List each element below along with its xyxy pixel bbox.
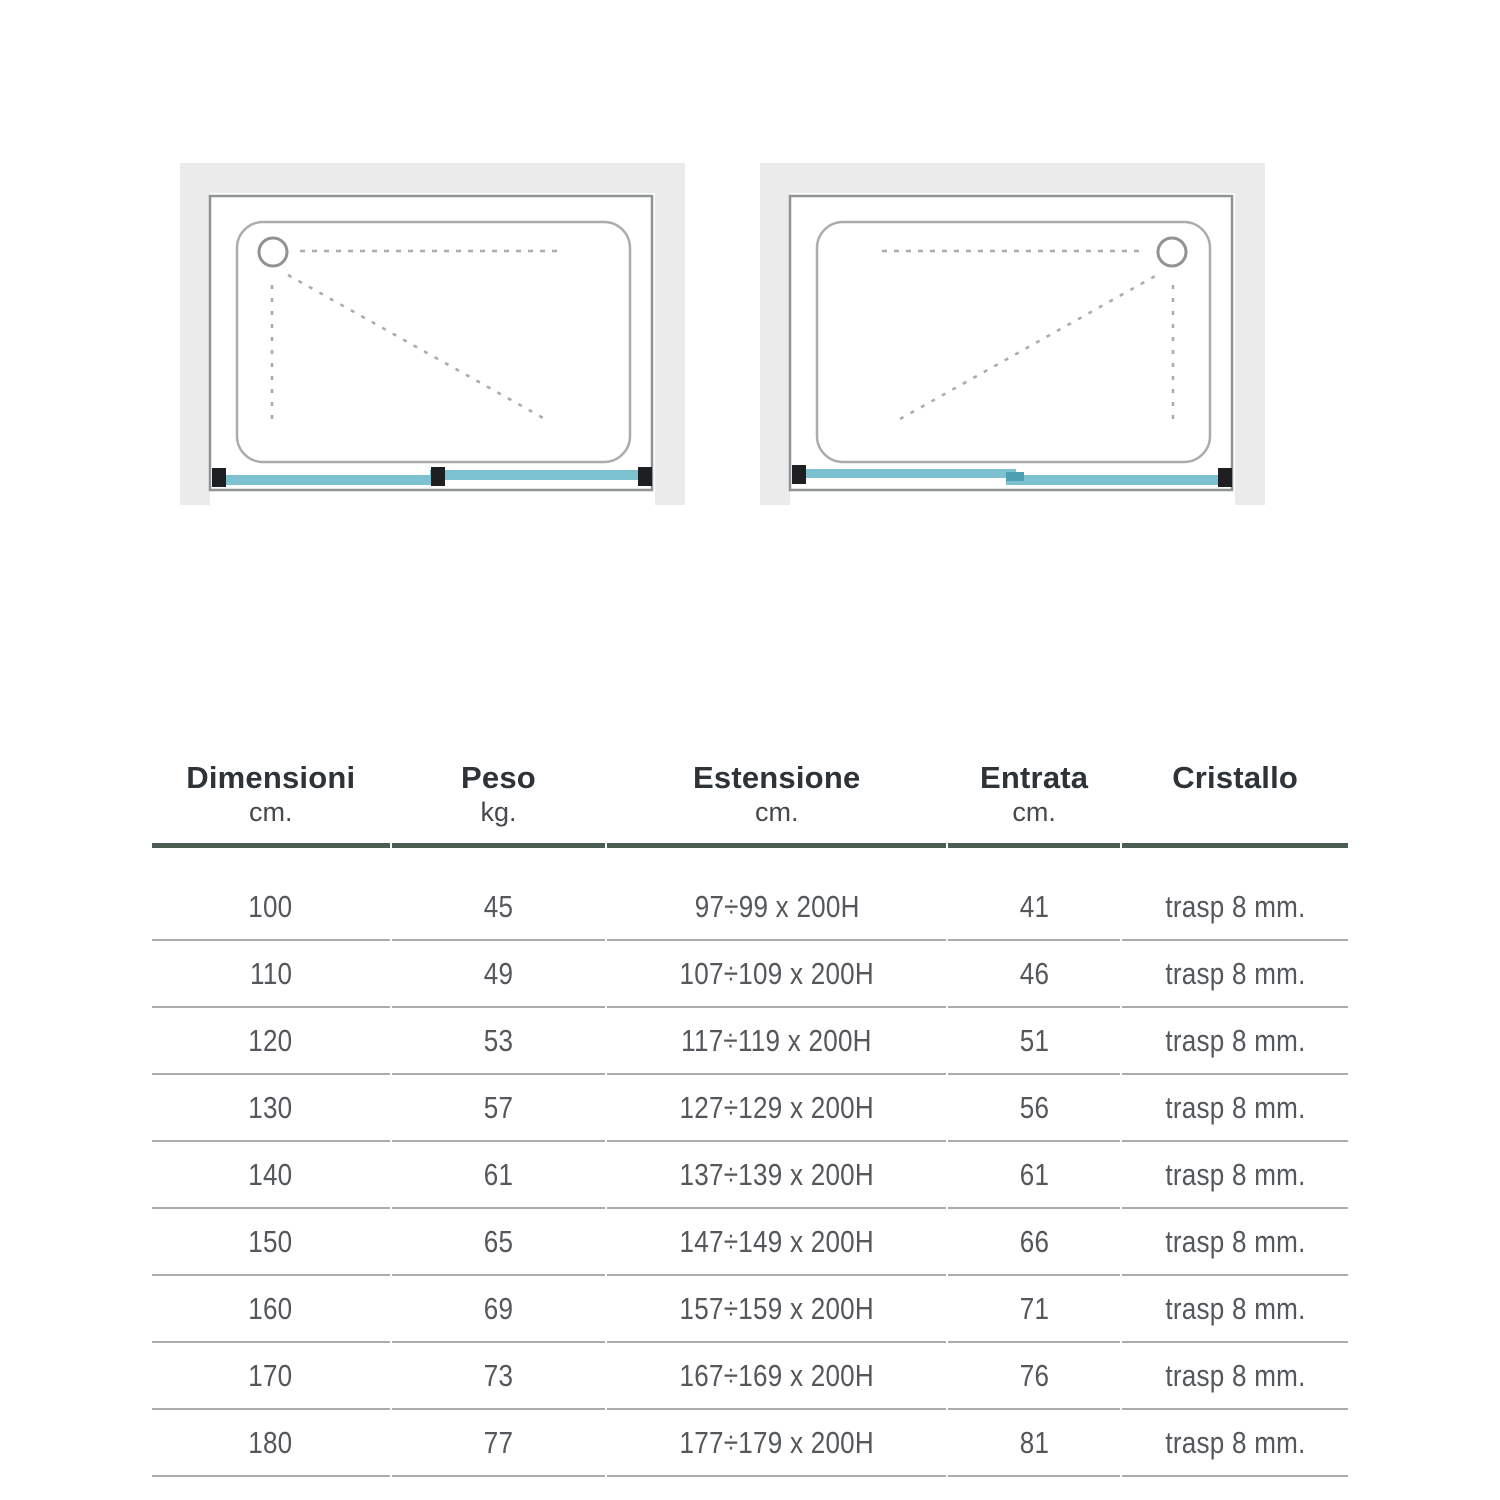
door-panel-overlap	[1006, 472, 1024, 481]
table-row	[152, 1008, 1348, 1075]
cell-entrata	[948, 941, 1120, 1008]
door-panel-sliding	[430, 470, 652, 480]
cell-value: trasp 8 mm.	[1164, 1290, 1306, 1326]
cell-value: 130	[248, 1089, 293, 1125]
door-panel-sliding	[794, 469, 1016, 478]
cell-value: 120	[248, 1022, 293, 1058]
cell-dimensioni	[152, 1142, 390, 1209]
door-bracket-left	[792, 465, 806, 484]
cell-peso	[392, 1075, 606, 1142]
cell-value: 61	[1019, 1156, 1049, 1192]
cell-value: 76	[1019, 1357, 1049, 1393]
spec-table-section	[150, 752, 1350, 1477]
cell-value: 81	[1019, 1424, 1049, 1460]
cell-value: 137÷139 x 200H	[679, 1156, 874, 1192]
wall-band-left	[760, 163, 790, 505]
cell-value: 97÷99 x 200H	[694, 888, 860, 924]
wall-band-right	[655, 163, 685, 505]
cell-peso	[392, 848, 606, 941]
cell-dimensioni	[152, 1075, 390, 1142]
cell-value: 140	[248, 1156, 293, 1192]
column-unit: cm.	[754, 797, 799, 827]
wall-band-top	[180, 163, 685, 193]
table-row	[152, 941, 1348, 1008]
table-row	[152, 1276, 1348, 1343]
cell-cristallo	[1122, 1276, 1348, 1343]
cell-estensione	[607, 1075, 946, 1142]
column-label: Entrata	[980, 760, 1089, 795]
cell-peso	[392, 1008, 606, 1075]
cell-entrata	[948, 848, 1120, 941]
cell-entrata	[948, 1276, 1120, 1343]
cell-value: 57	[483, 1089, 514, 1125]
cell-cristallo	[1122, 1209, 1348, 1276]
cell-cristallo	[1122, 1142, 1348, 1209]
cell-entrata	[948, 1209, 1120, 1276]
cell-value: trasp 8 mm.	[1164, 1223, 1306, 1259]
column-label: Estensione	[693, 760, 861, 795]
cell-value: trasp 8 mm.	[1164, 1156, 1306, 1192]
wall-band-right	[1235, 163, 1265, 505]
cell-dimensioni	[152, 1209, 390, 1276]
cell-cristallo	[1122, 1008, 1348, 1075]
cell-value: trasp 8 mm.	[1164, 1089, 1306, 1125]
cell-dimensioni	[152, 1343, 390, 1410]
spec-table-header	[152, 752, 1348, 848]
column-label: Cristallo	[1172, 760, 1299, 795]
cell-value: 51	[1019, 1022, 1049, 1058]
cell-estensione	[607, 1343, 946, 1410]
table-row	[152, 1075, 1348, 1142]
diagram-left-opening	[180, 163, 685, 505]
cell-value: trasp 8 mm.	[1164, 1357, 1306, 1393]
cell-cristallo	[1122, 848, 1348, 941]
column-header-peso	[392, 752, 606, 848]
cell-value: 110	[249, 955, 292, 991]
cell-value: trasp 8 mm.	[1164, 1424, 1306, 1460]
cell-dimensioni	[152, 1410, 390, 1477]
cell-entrata	[948, 1410, 1120, 1477]
cell-value: 117÷119 x 200H	[681, 1022, 873, 1058]
cell-value: trasp 8 mm.	[1164, 1022, 1306, 1058]
cell-value: 41	[1019, 888, 1049, 924]
cell-peso	[392, 1276, 606, 1343]
cell-value: 49	[483, 955, 514, 991]
cell-value: 71	[1019, 1290, 1049, 1326]
column-header-dimensioni	[152, 752, 390, 848]
column-unit	[1122, 796, 1348, 829]
cell-value: trasp 8 mm.	[1164, 955, 1306, 991]
drain-icon	[1158, 238, 1186, 266]
cell-dimensioni	[152, 1276, 390, 1343]
cell-value: 147÷149 x 200H	[679, 1223, 874, 1259]
cell-value: 45	[483, 888, 514, 924]
cell-value: 157÷159 x 200H	[679, 1290, 874, 1326]
cell-value: 73	[483, 1357, 514, 1393]
door-bracket-left	[212, 468, 226, 487]
door-handle	[431, 467, 445, 486]
door-bracket-right	[638, 467, 652, 486]
door-panel-fixed	[1006, 475, 1232, 485]
table-row	[152, 848, 1348, 941]
cell-value: 170	[248, 1357, 293, 1393]
drain-icon	[259, 238, 287, 266]
plan-drawing-left	[180, 163, 685, 505]
cell-value: 53	[483, 1022, 514, 1058]
plan-drawing-right	[760, 163, 1265, 505]
cell-dimensioni	[152, 848, 390, 941]
cell-value: 100	[248, 888, 293, 924]
cell-cristallo	[1122, 941, 1348, 1008]
cell-value: 46	[1019, 955, 1049, 991]
cell-peso	[392, 1410, 606, 1477]
column-header-cristallo	[1122, 752, 1348, 848]
spec-table	[150, 752, 1350, 1477]
cell-entrata	[948, 1343, 1120, 1410]
wall-band-top	[760, 163, 1265, 193]
table-row	[152, 1343, 1348, 1410]
shower-tray	[817, 222, 1210, 462]
cell-value: 69	[483, 1290, 514, 1326]
cell-entrata	[948, 1075, 1120, 1142]
cell-peso	[392, 1209, 606, 1276]
column-unit: cm.	[249, 797, 293, 827]
door-panel-fixed	[214, 475, 436, 485]
table-row	[152, 1209, 1348, 1276]
spec-table-body	[152, 848, 1348, 1477]
cell-value: 107÷109 x 200H	[679, 955, 874, 991]
shower-tray	[237, 222, 630, 462]
table-row	[152, 1142, 1348, 1209]
cell-cristallo	[1122, 1343, 1348, 1410]
cell-dimensioni	[152, 1008, 390, 1075]
cell-peso	[392, 1142, 606, 1209]
column-header-entrata	[948, 752, 1120, 848]
column-unit: cm.	[1012, 797, 1056, 827]
column-label: Dimensioni	[186, 760, 356, 795]
header-row	[152, 752, 1348, 848]
cell-value: 65	[483, 1223, 514, 1259]
cell-estensione	[607, 1008, 946, 1075]
cell-value: 66	[1019, 1223, 1049, 1259]
cell-estensione	[607, 1276, 946, 1343]
cell-cristallo	[1122, 1075, 1348, 1142]
cell-estensione	[607, 1410, 946, 1477]
cell-entrata	[948, 1008, 1120, 1075]
cell-value: 180	[248, 1424, 293, 1460]
cell-entrata	[948, 1142, 1120, 1209]
cell-estensione	[607, 941, 946, 1008]
cell-value: 61	[483, 1156, 514, 1192]
cell-value: 127÷129 x 200H	[679, 1089, 874, 1125]
column-label: Peso	[461, 760, 536, 795]
cell-value: 167÷169 x 200H	[679, 1357, 874, 1393]
cell-peso	[392, 1343, 606, 1410]
cell-value: trasp 8 mm.	[1164, 888, 1306, 924]
cell-value: 56	[1019, 1089, 1049, 1125]
cell-cristallo	[1122, 1410, 1348, 1477]
table-row	[152, 1410, 1348, 1477]
cell-estensione	[607, 1209, 946, 1276]
cell-value: 77	[483, 1424, 514, 1460]
column-unit: kg.	[480, 797, 517, 827]
cell-estensione	[607, 1142, 946, 1209]
cell-value: 150	[248, 1223, 293, 1259]
cell-dimensioni	[152, 941, 390, 1008]
cell-estensione	[607, 848, 946, 941]
diagram-right-opening	[760, 163, 1265, 505]
cell-value: 160	[248, 1290, 293, 1326]
column-header-estensione	[607, 752, 946, 848]
wall-band-left	[180, 163, 210, 505]
cell-value: 177÷179 x 200H	[679, 1424, 874, 1460]
cell-peso	[392, 941, 606, 1008]
door-bracket-right	[1218, 468, 1232, 487]
